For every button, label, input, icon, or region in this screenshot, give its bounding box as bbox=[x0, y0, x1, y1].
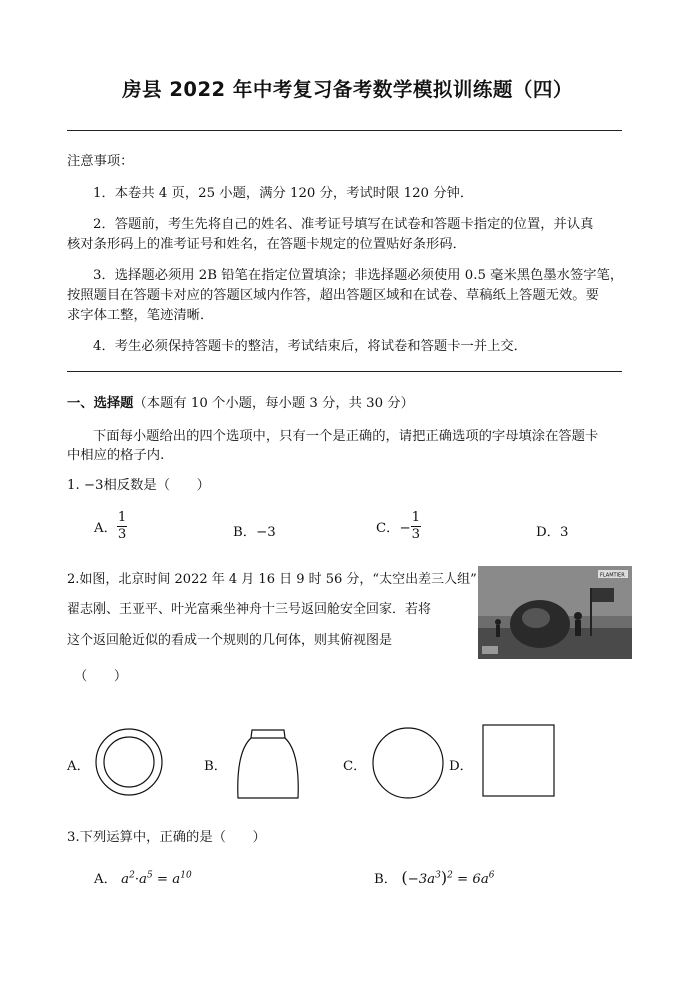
q2-option-c-circle-icon bbox=[370, 726, 446, 800]
photo-broadcast-badge: FLAMTIER bbox=[600, 572, 625, 579]
q2-option-d-label: D． bbox=[449, 759, 473, 774]
q3-stem: 3.下列运算中，正确的是（ ） bbox=[67, 830, 266, 845]
q1-option-a-fraction bbox=[117, 510, 127, 543]
q1-a-numerator: 1 bbox=[117, 510, 127, 525]
note-item-3-line3: 求字体工整，笔迹清晰． bbox=[67, 308, 214, 323]
q1-option-a bbox=[94, 510, 127, 543]
q2-line2: 翟志刚、王亚平、叶光富乘坐神舟十三号返回舱安全回家．若将 bbox=[67, 602, 432, 617]
note-item-1: 1．本卷共 4 页，25 小题，满分 120 分，考试时限 120 分钟． bbox=[93, 186, 474, 201]
q3-option-b bbox=[374, 868, 495, 887]
q1-option-c-fraction bbox=[411, 510, 421, 543]
q1-option-a-label: A． bbox=[94, 521, 117, 536]
q2-option-a-label: A． bbox=[67, 759, 90, 774]
q3-option-a-label: A． bbox=[94, 872, 117, 887]
q2-option-d-square-icon bbox=[482, 724, 556, 798]
notes-divider bbox=[67, 371, 622, 372]
return-capsule-photo-image bbox=[478, 566, 632, 659]
q2-option-b-label: B． bbox=[204, 759, 228, 774]
header-divider bbox=[67, 130, 622, 131]
q3-option-a-formula: $a^2\cdot a^5 = a^{10}$ bbox=[121, 870, 192, 887]
q2-line3: 这个返回舱近似的看成一个规则的几何体，则其俯视图是 bbox=[67, 633, 393, 648]
q1-c-numerator: 1 bbox=[411, 510, 421, 525]
q1-stem: 1. −3相反数是（ ） bbox=[67, 478, 210, 493]
note-item-3-line2: 按照题目在答题卡对应的答题区域内作答，超出答题区域和在试卷、草稿纸上答题无效。要 bbox=[67, 288, 599, 303]
q2-answer-blank: （ ） bbox=[74, 669, 128, 684]
q2-line1: 2.如图，北京时间 2022 年 4 月 16 日 9 时 56 分，“太空出差三人组” bbox=[67, 572, 477, 587]
q3-option-b-formula: $(-3a^3)^2 = 6a^6$ bbox=[401, 868, 495, 887]
q2-option-c-label: C． bbox=[343, 759, 367, 774]
q3-option-b-label: B． bbox=[374, 872, 398, 887]
section1-intro-line2: 中相应的格子内. bbox=[67, 448, 165, 463]
q2-photo-return-capsule bbox=[478, 566, 632, 659]
note-item-4: 4．考生必须保持答题卡的整洁，考试结束后，将试卷和答题卡一并上交． bbox=[93, 339, 527, 354]
section1-intro-line1: 下面每小题给出的四个选项中，只有一个是正确的，请把正确选项的字母填涂在答题卡 bbox=[93, 429, 599, 444]
q1-option-d: D．3 bbox=[536, 525, 569, 540]
q2-option-a-ring-icon bbox=[94, 726, 164, 798]
note-item-3-line1: 3．选择题必须用 2B 铅笔在指定位置填涂；非选择题必须使用 0.5 毫米黑色墨水签字笔， bbox=[93, 268, 624, 283]
note-item-2-line2: 核对条形码上的准考证号和姓名，在答题卡规定的位置贴好条形码． bbox=[67, 237, 466, 252]
q1-option-c-label: C．− bbox=[376, 521, 411, 536]
q1-a-denominator: 3 bbox=[117, 527, 127, 542]
q1-c-denominator: 3 bbox=[411, 527, 421, 542]
q1-option-c bbox=[376, 510, 421, 543]
section1-heading bbox=[67, 395, 414, 413]
page-title: 房县 2022 年中考复习备考数学模拟训练题（四） bbox=[122, 78, 573, 101]
note-item-2-line1: 2．答题前，考生先将自己的姓名、准考证号填写在试卷和答题卡指定的位置，并认真 bbox=[93, 217, 594, 232]
q1-option-b: B．−3 bbox=[233, 525, 276, 540]
q2-option-b-capsule-side-icon bbox=[234, 722, 304, 802]
section1-heading-rest: （本题有 10 个小题，每小题 3 分，共 30 分） bbox=[133, 396, 414, 411]
q3-option-a bbox=[94, 868, 192, 887]
section1-heading-bold: 一、选择题 bbox=[67, 396, 134, 411]
notes-heading: 注意事项： bbox=[67, 154, 134, 169]
